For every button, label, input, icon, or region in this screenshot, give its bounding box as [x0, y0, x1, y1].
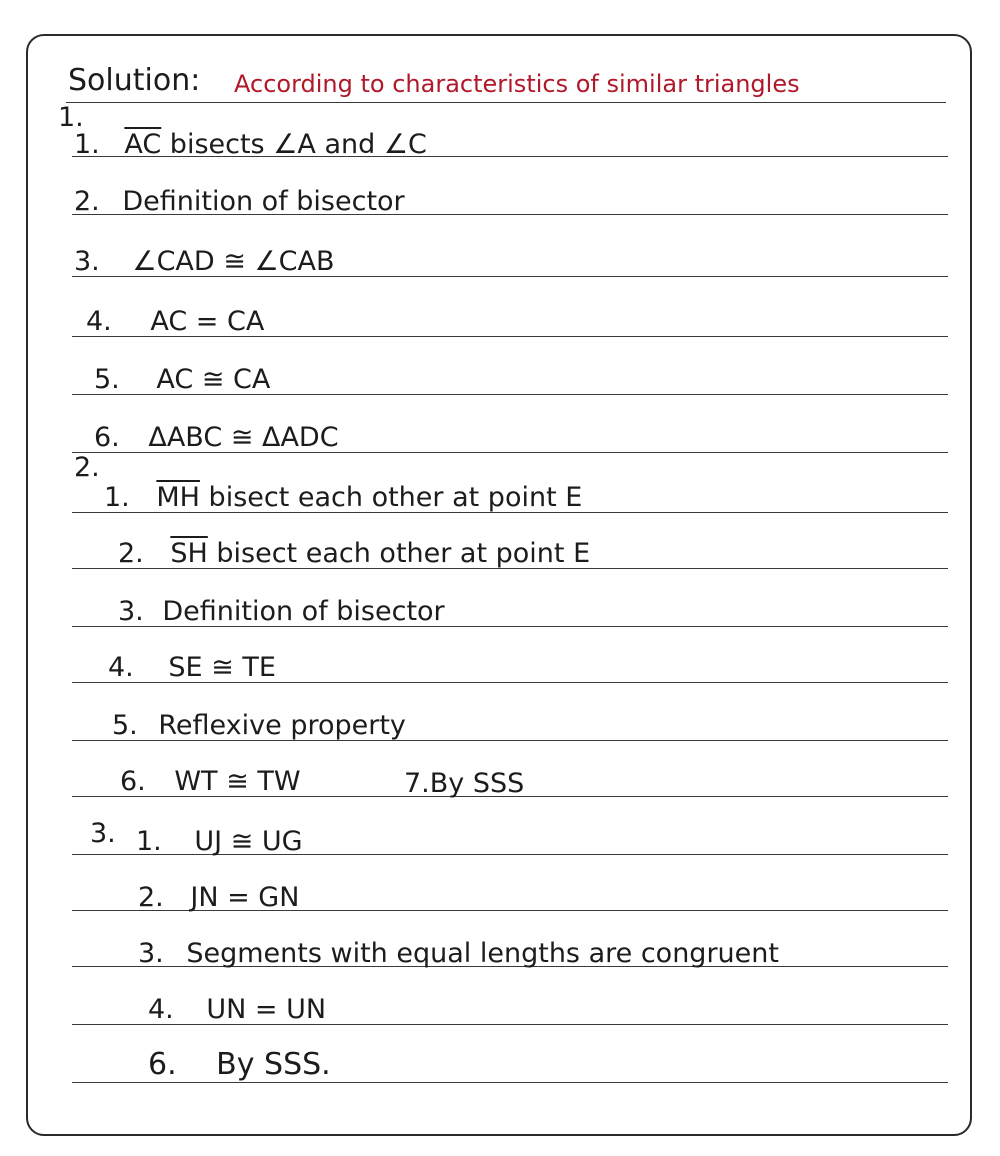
step-number: 6.: [94, 422, 120, 453]
step-number: 6.: [120, 766, 146, 797]
step-text: UN = UN: [206, 994, 327, 1025]
step-text: WT ≅ TW: [174, 766, 301, 797]
section-number: 1.: [58, 102, 84, 133]
step-extra: 7.By SSS: [404, 768, 525, 799]
step-number: 3.: [138, 938, 164, 969]
segment-symbol: $\overline{SH}$: [170, 538, 208, 569]
step-text: By SSS.: [216, 1047, 331, 1082]
step-text: bisect each other at point E: [199, 482, 583, 513]
list-item: [108, 654, 276, 681]
step-number: 4.: [86, 306, 112, 337]
step-text: bisect each other at point E: [207, 538, 591, 569]
step-number: 5.: [112, 710, 138, 741]
list-item: [86, 308, 264, 335]
step-text: Definition of bisector: [122, 186, 405, 217]
step-text: AC = CA: [150, 306, 265, 337]
list-item: [94, 424, 339, 451]
solution-note: According to characteristics of similar triangles: [234, 70, 800, 98]
list-item: [104, 484, 582, 511]
list-item: [74, 248, 335, 275]
list-item: [136, 828, 303, 855]
segment-symbol: $\overline{AC}$: [124, 129, 162, 160]
list-item: [112, 712, 406, 739]
rule-line: [66, 102, 946, 103]
list-item: [118, 540, 590, 567]
step-text: JN = GN: [190, 882, 300, 913]
list-item: [118, 598, 445, 625]
step-text: Reflexive property: [158, 710, 406, 741]
rule-line: [72, 1082, 948, 1083]
step-text: Definition of bisector: [162, 596, 445, 627]
step-text: SE ≅ TE: [168, 652, 276, 683]
step-text: AC ≅ CA: [156, 364, 271, 395]
step-text: bisects ∠A and ∠C: [161, 129, 427, 160]
list-item: [74, 188, 405, 215]
step-number: 4.: [148, 994, 174, 1025]
step-number: 3.: [118, 596, 144, 627]
notebook-sheet: [26, 34, 972, 1136]
step-number: 1.: [74, 129, 100, 160]
step-number: 5.: [94, 364, 120, 395]
list-item: [94, 366, 270, 393]
section-number: 2.: [74, 452, 100, 483]
solution-label: Solution:: [68, 63, 201, 98]
list-item: [138, 940, 779, 967]
list-item: [74, 131, 427, 158]
step-number: 4.: [108, 652, 134, 683]
step-number: 1.: [104, 482, 130, 513]
step-number: 2.: [74, 186, 100, 217]
rule-line: [72, 1024, 948, 1025]
list-item: [148, 996, 326, 1023]
step-text: ∠CAD ≅ ∠CAB: [132, 246, 335, 277]
step-number: 3.: [74, 246, 100, 277]
step-text: Segments with equal lengths are congruent: [186, 938, 779, 969]
step-number: 2.: [138, 882, 164, 913]
step-number: 6.: [148, 1047, 177, 1082]
step-text: UJ ≅ UG: [194, 826, 303, 857]
section-number: 3.: [90, 818, 116, 849]
list-item: [138, 884, 299, 911]
step-number: 1.: [136, 826, 162, 857]
segment-symbol: $\overline{MH}$: [156, 482, 200, 513]
list-item: [148, 1047, 331, 1082]
step-text: ΔABC ≅ ΔADC: [148, 422, 339, 453]
list-item: [120, 768, 301, 795]
step-number: 2.: [118, 538, 144, 569]
